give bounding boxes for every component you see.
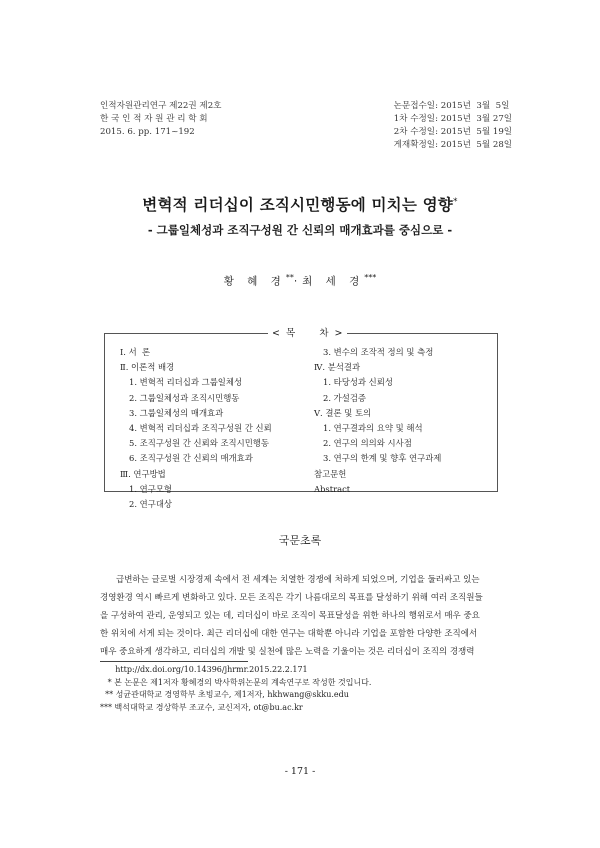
toc-heading: < 목 차 >	[268, 325, 347, 339]
toc-item: 2. 연구대상	[129, 499, 173, 510]
toc-item: 2. 가설검증	[323, 392, 367, 403]
journal-name: 인적자원관리연구 제22권 제2호	[100, 101, 222, 111]
toc-item: 3. 연구의 한계 및 향후 연구과제	[323, 453, 442, 464]
footnote: * 본 논문은 제1저자 황혜경의 박사학위논문의 계속연구로 작성한 것입니다.	[100, 677, 372, 687]
toc-item: 2. 그룹일체성과 조직시민행동	[129, 392, 240, 403]
date-row	[384, 113, 512, 126]
footnotes	[100, 664, 371, 714]
date-value: 2015년 5월 28일	[438, 140, 513, 150]
journal-info	[100, 100, 222, 139]
date-row	[384, 139, 512, 152]
society-name: 한 국 인 적 자 원 관 리 학 회	[100, 114, 208, 124]
toc-column-left	[120, 345, 272, 512]
abstract-line: 급변하는 글로벌 시장경제 속에서 전 세계는 치열한 경쟁에 처하게 되었으며, 기업을 둘러싸고 있는	[116, 575, 480, 585]
toc-item: 참고문헌	[314, 468, 347, 479]
author-name: 황 혜 경	[223, 275, 286, 288]
toc-item: 3. 그룹일체성의 매개효과	[129, 407, 224, 418]
author-name: 최 세 경	[302, 275, 365, 288]
abstract-line: 경영환경 역시 빠르게 변화하고 있다. 모든 조직은 각기 나름대로의 목표를 달성하기 위해 여러 조직원들	[100, 593, 483, 603]
paper-title	[0, 193, 600, 215]
toc-item: 5. 조직구성원 간 신뢰와 조직시민행동	[129, 438, 269, 449]
abstract-heading: 국문초록	[278, 534, 322, 547]
issue-pages: 2015. 6. pp. 171~192	[100, 127, 195, 137]
date-value: 2015년 5월 19일	[438, 127, 513, 137]
toc-item: Ⅲ. 연구방법	[120, 468, 166, 479]
toc-item: Abstract	[314, 483, 351, 494]
toc-item: 3. 변수의 조작적 정의 및 측정	[323, 347, 434, 357]
toc-item: 1. 타당성과 신뢰성	[323, 377, 393, 388]
date-row	[384, 100, 512, 113]
date-label: 게재확정일:	[393, 140, 438, 150]
abstract-line: 을 구성하여 관리, 운영되고 있는 데, 리더십이 바로 조직이 목표달성을 위한 하나의 행위로서 매우 중요	[100, 611, 480, 621]
toc-column-right	[314, 345, 441, 497]
date-value: 2015년 3월 27일	[438, 114, 513, 124]
date-label: 1차 수정일:	[393, 114, 438, 124]
date-value: 2015년 3월 5일	[438, 101, 510, 111]
title-footnote-mark: *	[452, 196, 458, 207]
date-label: 2차 수정일:	[393, 127, 438, 137]
abstract-body	[100, 571, 500, 661]
author-mark: ***	[364, 273, 377, 282]
toc-item: 6. 조직구성원 간 신뢰의 매개효과	[129, 453, 253, 464]
footnote: ** 성균관대학교 경영학부 초빙교수, 제1저자, hkhwang@skku.edu	[100, 690, 349, 699]
abstract-line: 한 위치에 서게 되는 것이다. 최근 리더십에 대한 연구는 대학뿐 아니라 기업을 포함한 다양한 조직에서	[100, 629, 478, 639]
toc-item: Ⅳ. 분석결과	[314, 362, 361, 373]
date-label: 논문접수일:	[393, 101, 438, 111]
footnote-divider	[100, 661, 248, 662]
date-row	[384, 126, 512, 139]
paper-title-text: 변혁적 리더십이 조직시민행동에 미치는 영향	[142, 196, 453, 214]
doi-link[interactable]: http://dx.doi.org/10.14396/jhrmr.2015.22.2.171	[100, 665, 308, 674]
author-separator: ·	[293, 275, 303, 288]
footnote: *** 백석대학교 경상학부 조교수, 교신저자, ot@bu.ac.kr	[100, 702, 303, 712]
author-mark: **	[285, 273, 294, 282]
toc-item: 1. 변혁적 리더십과 그룹일체성	[129, 377, 243, 388]
paper-subtitle: - 그룹일체성과 조직구성원 간 신뢰의 매개효과를 중심으로 -	[147, 223, 453, 237]
toc-item: Ⅱ. 이론적 배경	[120, 362, 175, 373]
page-number: - 171 -	[284, 766, 316, 777]
author-line	[0, 273, 600, 289]
toc-item: Ⅴ. 결론 및 토의	[314, 407, 372, 418]
toc-item: 1. 연구결과의 요약 및 해석	[323, 423, 423, 434]
abstract-line: 매우 중요하게 생각하고, 리더십의 개발 및 실천에 많은 노력을 기울이는 것은 리더십이 조직의 경쟁력	[100, 647, 475, 657]
toc-item: 1. 연구모형	[129, 483, 173, 494]
submission-dates	[384, 100, 512, 152]
toc-item: Ⅰ. 서 론	[120, 347, 151, 357]
toc-item: 2. 연구의 의의와 시사점	[323, 438, 412, 449]
toc-item: 4. 변혁적 리더십과 조직구성원 간 신뢰	[129, 423, 272, 434]
